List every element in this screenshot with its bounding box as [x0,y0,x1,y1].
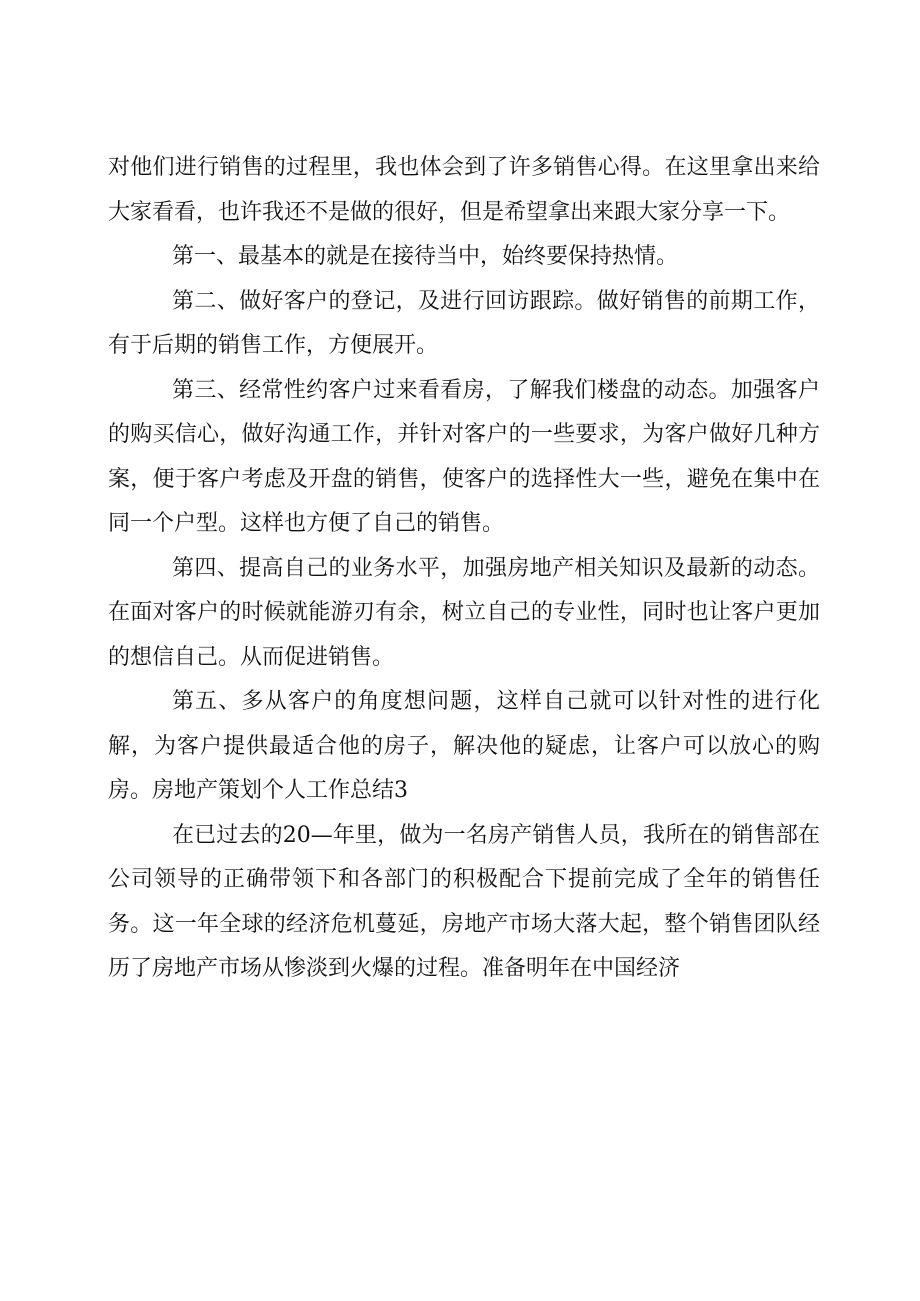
paragraph-point-4: 第四、提高自己的业务水平，加强房地产相关知识及最新的动态。在面对客户的时候就能游刃有余，树立自己的专业性，同时也让客户更加的想信自己。从而促进销售。 [108,555,820,670]
paragraph-point-1: 第一、最基本的就是在接待当中，始终要保持热情。 [172,244,679,269]
document-body [108,146,820,992]
paragraph-point-5: 第五、多从客户的角度想问题，这样自己就可以针对性的进行化解，为客户提供最适合他的房子，解决他的疑虑，让客户可以放心的购房。房地产策划个人工作总结3 [108,689,820,803]
paragraph-continued: 对他们进行销售的过程里，我也体会到了许多销售心得。在这里拿出来给大家看看，也许我还不是做的很好，但是希望拿出来跟大家分享一下。 [108,155,820,225]
paragraph-summary-3: 在已过去的20—年里，做为一名房产销售人员，我所在的销售部在公司领导的正确带领下和各部门的积极配合下提前完成了全年的销售任务。这一年全球的经济危机蔓延，房地产市场大落大起，整个销售团队经历了房地产市场从惨淡到火爆的过程。准备明年在中国经济 [108,822,820,981]
paragraph-point-3: 第三、经常性约客户过来看看房，了解我们楼盘的动态。加强客户的购买信心，做好沟通工作，并针对客户的一些要求，为客户做好几种方案，便于客户考虑及开盘的销售，使客户的选择性大一些，避免在集中在同一个户型。这样也方便了自己的销售。 [108,377,820,536]
paragraph-point-2: 第二、做好客户的登记，及进行回访跟踪。做好销售的前期工作，有于后期的销售工作，方便展开。 [108,288,820,358]
